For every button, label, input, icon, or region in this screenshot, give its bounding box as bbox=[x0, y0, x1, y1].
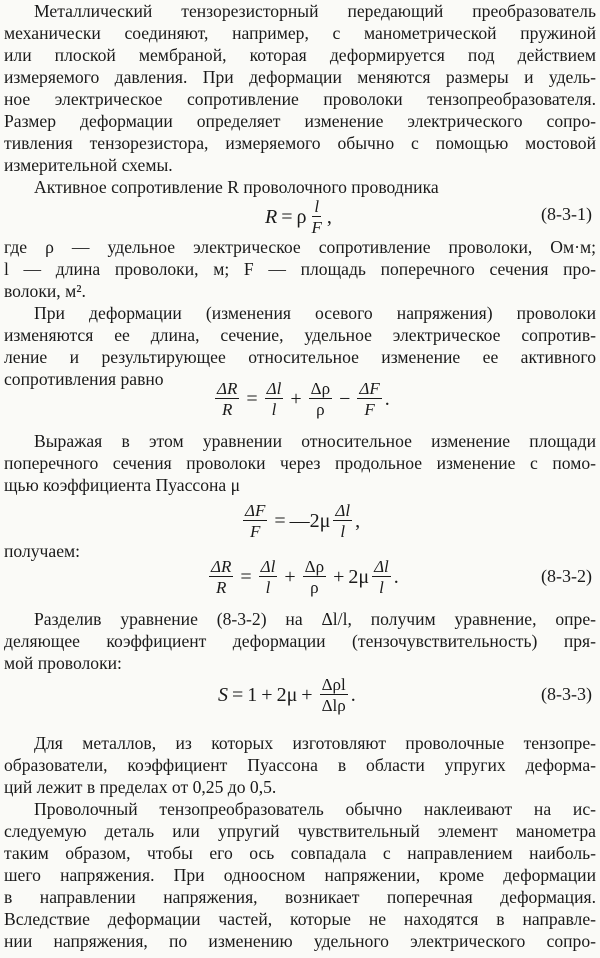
eq-operator: − bbox=[339, 387, 351, 410]
text-line: где ρ — удельное электрическое сопротивление проволоки, Ом·м; bbox=[4, 237, 596, 257]
text-line: или плоской мембраной, которая деформируется под действием bbox=[4, 45, 596, 65]
equation-resistance-change bbox=[0, 378, 600, 418]
fraction bbox=[209, 558, 233, 596]
text-line: Металлический тензорезисторный передающий преобразователь bbox=[34, 1, 596, 21]
equation-area-change bbox=[0, 500, 600, 540]
fraction-numerator: Δl bbox=[335, 501, 351, 520]
text-line: шего напряжения. При одноосном напряжении, кроме деформации bbox=[4, 865, 596, 885]
fraction-denominator: F bbox=[249, 522, 261, 541]
text-line: волоки, м². bbox=[4, 281, 86, 301]
fraction-numerator: ΔF bbox=[359, 379, 380, 398]
eq-operator: = bbox=[246, 387, 258, 410]
fraction-denominator: R bbox=[221, 400, 233, 419]
eq-punctuation: . bbox=[393, 565, 399, 588]
fraction bbox=[333, 502, 352, 540]
fraction-numerator: ΔR bbox=[211, 557, 232, 576]
fraction bbox=[320, 676, 348, 714]
fraction bbox=[357, 380, 381, 418]
text-line: Вследствие деформации частей, которые не находятся в направле- bbox=[4, 909, 596, 929]
eq-operator: = bbox=[281, 205, 293, 228]
eq-operator: + bbox=[284, 565, 296, 588]
fraction bbox=[372, 558, 391, 596]
fraction bbox=[215, 380, 239, 418]
fraction bbox=[259, 558, 278, 596]
equation-number: (8-3-2) bbox=[541, 566, 592, 586]
text-line: Для металлов, из которых изготовляют проволочные тензопре- bbox=[34, 733, 596, 753]
text-line: Проволочный тензопреобразователь обычно наклеивают на ис- bbox=[34, 799, 596, 819]
text-line: мой проволоки: bbox=[4, 653, 122, 673]
text-line: При деформации (изменения осевого напряжения) проволоки bbox=[34, 303, 596, 323]
eq-symbol: S bbox=[218, 683, 228, 706]
eq-punctuation: , bbox=[326, 205, 332, 228]
eq-symbol: R bbox=[265, 205, 278, 228]
fraction bbox=[303, 558, 326, 596]
fraction-denominator: ρ bbox=[316, 400, 325, 419]
text-line: ное электрическое сопротивление проволоки тензопреобразователя. bbox=[4, 89, 596, 109]
eq-operator: + bbox=[333, 565, 345, 588]
fraction bbox=[309, 380, 332, 418]
eq-symbol: 2μ bbox=[348, 565, 370, 588]
eq-symbol: 2μ bbox=[276, 683, 298, 706]
text-line: следуемую деталь или упругий чувствительный элемент манометра bbox=[4, 821, 596, 841]
fraction bbox=[309, 198, 323, 236]
eq-punctuation: . bbox=[350, 683, 356, 706]
equation-8-3-1 bbox=[0, 196, 600, 237]
fraction-denominator: l bbox=[271, 400, 277, 419]
text-line: получаем: bbox=[4, 541, 81, 561]
text-line: таким образом, чтобы его ось совпадала с направлением наиболь- bbox=[4, 843, 596, 863]
fraction-numerator: Δl bbox=[266, 379, 282, 398]
text-line: измерительной схемы. bbox=[4, 155, 173, 175]
eq-punctuation: , bbox=[355, 509, 361, 532]
text-line: измеряемого давления. При деформации меняются размеры и удель- bbox=[4, 67, 596, 87]
text-line: в направлении напряжения, возникает поперечная деформация. bbox=[4, 887, 596, 907]
equation-8-3-2 bbox=[0, 556, 600, 596]
text-line: Выражая в этом уравнении относительное изменение площади bbox=[34, 431, 596, 451]
fraction-denominator: Δlρ bbox=[321, 696, 346, 715]
eq-operator: = bbox=[274, 509, 286, 532]
text-line: Разделив уравнение (8-3-2) на Δl/l, получим уравнение, опре- bbox=[34, 609, 596, 629]
fraction-denominator: l bbox=[265, 578, 271, 597]
eq-operator: + bbox=[290, 387, 302, 410]
text-line: изменяются ее длина, сечение, удельное электрическое сопротив- bbox=[4, 325, 596, 345]
equation-number: (8-3-3) bbox=[541, 684, 592, 704]
fraction-numerator: ΔF bbox=[245, 501, 266, 520]
eq-operator: + bbox=[261, 683, 273, 706]
fraction bbox=[243, 502, 267, 540]
text-line: образователи, коэффициент Пуассона в области упругих деформа- bbox=[4, 755, 596, 775]
text-line: ление и результирующее относительное изменение ее активного bbox=[4, 347, 596, 367]
fraction-denominator: F bbox=[311, 218, 322, 237]
text-line: сопротивления равно bbox=[4, 369, 164, 389]
text-line: Активное сопротивление R проволочного проводника bbox=[34, 177, 439, 197]
eq-symbol: —2μ bbox=[289, 509, 331, 532]
fraction-numerator: Δl bbox=[260, 557, 276, 576]
eq-symbol: ρ bbox=[296, 205, 307, 228]
text-line: ций лежит в пределах от 0,25 до 0,5. bbox=[4, 777, 277, 797]
equation-8-3-3 bbox=[0, 674, 600, 714]
eq-operator: = bbox=[240, 565, 252, 588]
fraction-denominator: R bbox=[215, 578, 227, 597]
text-line: нии напряжения, по изменению удельного электрического сопро- bbox=[4, 931, 596, 951]
fraction-denominator: ρ bbox=[310, 578, 319, 597]
text-line: l — длина проволоки, м; F — площадь поперечного сечения про- bbox=[4, 259, 596, 279]
equation-number: (8-3-1) bbox=[541, 204, 592, 224]
eq-operator: = bbox=[232, 683, 244, 706]
text-line: деляющее коэффициент деформации (тензочувствительность) пря- bbox=[4, 631, 596, 651]
fraction-denominator: l bbox=[340, 522, 346, 541]
fraction-denominator: F bbox=[364, 400, 375, 419]
fraction-numerator: Δρl bbox=[321, 675, 346, 694]
fraction-numerator: ΔR bbox=[217, 379, 238, 398]
fraction bbox=[265, 380, 284, 418]
text-line: Размер деформации определяет изменение электрического сопро- bbox=[4, 111, 596, 131]
fraction-numerator: Δρ bbox=[304, 557, 325, 576]
eq-symbol: 1 bbox=[247, 683, 258, 706]
eq-operator: + bbox=[301, 683, 313, 706]
text-line: тивления тензорезистора, измеряемого обычно с помощью мостовой bbox=[4, 133, 596, 153]
text-line: щью коэффициента Пуассона μ bbox=[4, 475, 241, 495]
fraction-numerator: Δρ bbox=[310, 379, 331, 398]
fraction-numerator: Δl bbox=[374, 557, 389, 576]
eq-punctuation: . bbox=[384, 387, 390, 410]
text-line: механически соединяют, например, с манометрической пружиной bbox=[4, 23, 596, 43]
fraction-numerator: l bbox=[314, 197, 320, 216]
text-line: поперечного сечения проволоки через продольное изменение с помо- bbox=[4, 453, 596, 473]
fraction-denominator: l bbox=[379, 578, 384, 597]
